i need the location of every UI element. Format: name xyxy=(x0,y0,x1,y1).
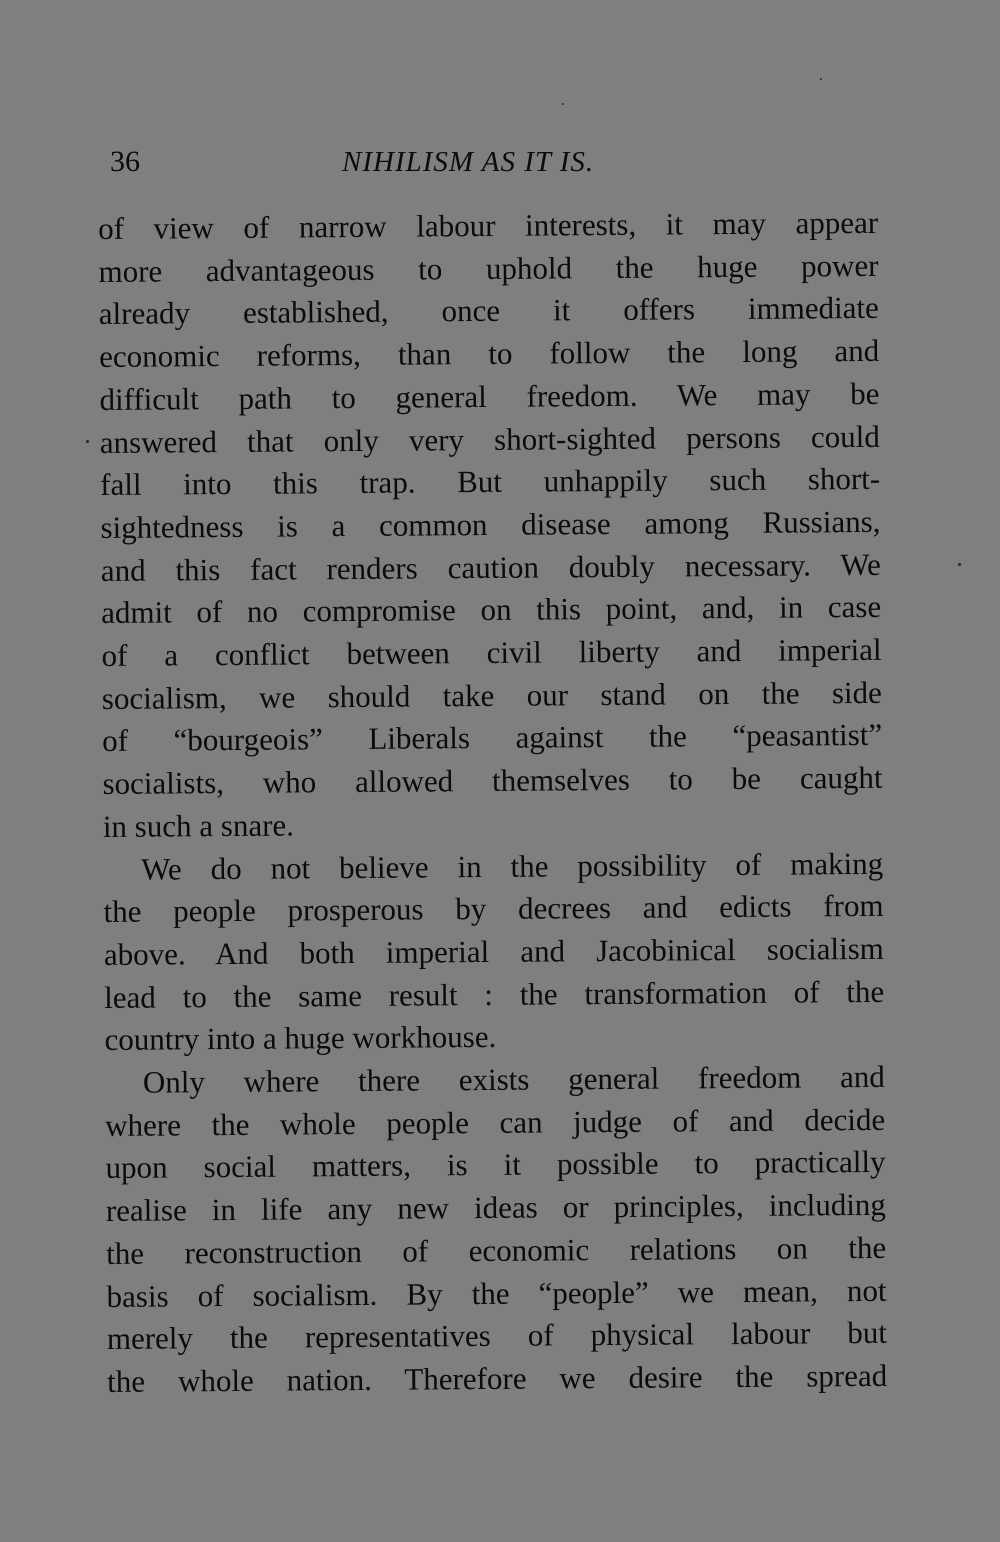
text-line: of a conflict between civil liberty and imperial xyxy=(101,631,882,674)
text-line: socialism, we should take our stand on the side xyxy=(101,674,882,716)
paper-speck xyxy=(86,440,89,443)
text-line: more advantageous to uphold the huge power xyxy=(98,247,879,289)
text-line: where the whole people can judge of and decide xyxy=(105,1101,886,1143)
paragraph-2 xyxy=(103,842,885,1062)
text-line: difficult path to general freedom. We may be xyxy=(99,375,880,417)
text-line: and this fact renders caution doubly necessary. We xyxy=(100,546,881,588)
text-line: country into a huge workhouse. xyxy=(104,1019,497,1058)
page-number: 36 xyxy=(110,145,140,178)
text-line: socialists, who allowed themselves to be caught xyxy=(102,759,883,802)
text-line: answered that only very short-sighted persons could xyxy=(99,418,880,460)
text-line: in such a snare. xyxy=(102,807,295,844)
page-header xyxy=(110,140,880,184)
paper-speck xyxy=(820,78,822,80)
text-line: of view of narrow labour interests, it may appear xyxy=(98,204,879,246)
text-line: sightedness is a common disease among Russians, xyxy=(100,503,881,545)
text-line: basis of socialism. By the “people” we mean, not xyxy=(106,1272,887,1314)
text-line: We do not believe in the possibility of making xyxy=(141,845,884,887)
text-line: merely the representatives of physical labour but xyxy=(106,1315,887,1357)
text-line: realise in life any new ideas or principles, including xyxy=(105,1187,886,1229)
text-line: admit of no compromise on this point, and, in case xyxy=(101,589,882,631)
text-line: Only where there exists general freedom and xyxy=(142,1058,885,1100)
running-title: NIHILISM AS IT IS. xyxy=(342,146,595,178)
paragraph-3 xyxy=(105,1056,888,1404)
text-line: fall into this trap. But unhappily such short- xyxy=(100,461,881,503)
text-line: the whole nation. Therefore we desire the spread xyxy=(107,1357,888,1399)
text-line: lead to the same result : the transformation of the xyxy=(104,973,885,1015)
paragraph-1 xyxy=(98,202,883,849)
text-line: the people prosperous by decrees and edicts from xyxy=(103,888,884,930)
text-line: already established, once it offers immediate xyxy=(98,290,879,332)
text-line: above. And both imperial and Jacobinical socialism xyxy=(103,930,884,972)
body-text xyxy=(98,202,887,1404)
paper-speck xyxy=(562,103,564,105)
text-line: the reconstruction of economic relations on the xyxy=(106,1229,887,1271)
text-line: economic reforms, than to follow the long and xyxy=(99,332,880,375)
text-line: upon social matters, is it possible to practically xyxy=(105,1144,886,1186)
text-line: of “bourgeois” Liberals against the “peasantist” xyxy=(102,717,883,759)
paper-speck xyxy=(958,563,961,566)
